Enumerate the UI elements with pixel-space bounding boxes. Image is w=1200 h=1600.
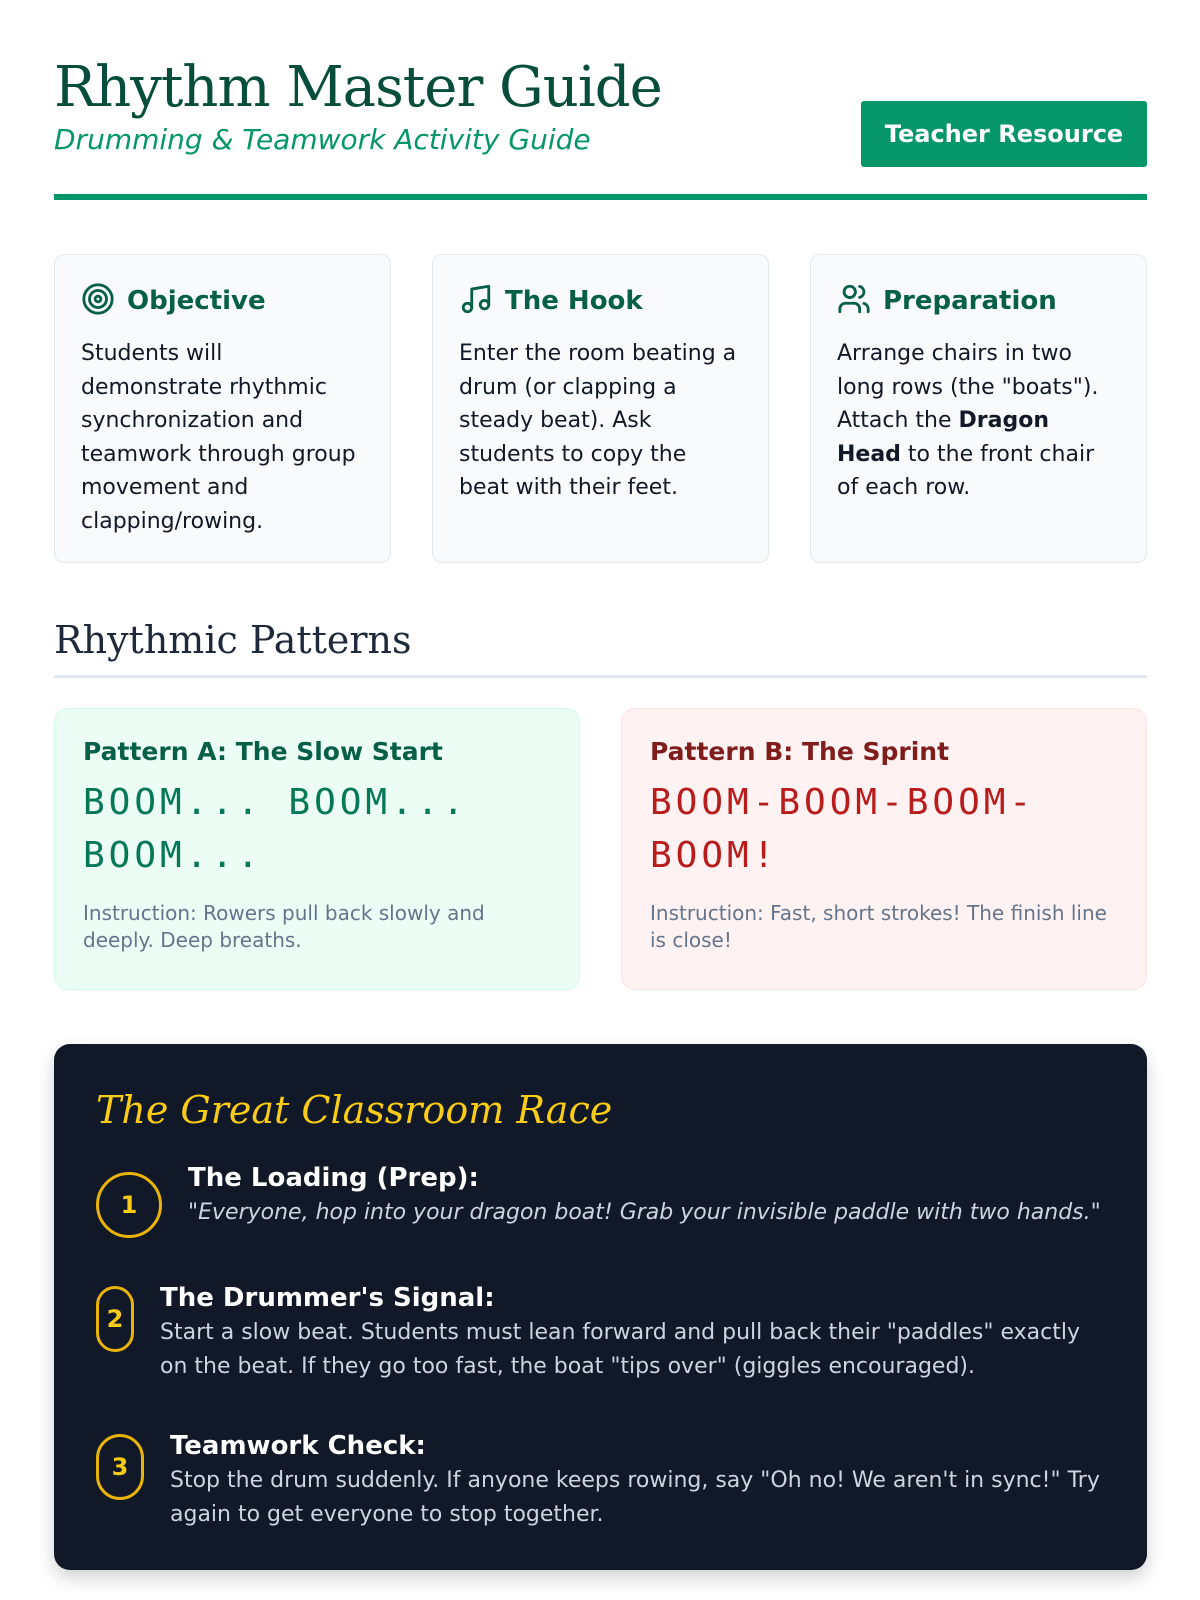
card-title: The Hook	[505, 286, 643, 316]
page-subtitle: Drumming & Teamwork Activity Guide	[54, 123, 591, 156]
music-note-icon	[459, 282, 493, 320]
step-content	[160, 1280, 1105, 1384]
race-step	[96, 1160, 1105, 1238]
pattern-beat: BOOM... BOOM... BOOM...	[83, 782, 469, 876]
pattern-title: Pattern A: The Slow Start	[83, 737, 443, 766]
target-icon	[81, 282, 115, 320]
step-text: Start a slow beat. Students must lean forward and pull back their "paddles" exactly on the beat. If they go too fast, the boat "tips over" (giggles encouraged).	[160, 1320, 1081, 1379]
step-content	[170, 1428, 1105, 1532]
info-cards	[54, 254, 1147, 563]
step-title: The Loading (Prep):	[188, 1163, 479, 1193]
step-content	[188, 1160, 1101, 1230]
pattern-beat: BOOM-BOOM-BOOM-BOOM!	[650, 782, 1036, 876]
section-divider	[54, 675, 1147, 678]
step-number-badge: 1	[96, 1172, 162, 1238]
race-step	[96, 1428, 1105, 1532]
card-body: Enter the room beating a drum (or clapping a steady beat). Ask students to copy the beat with their feet.	[459, 341, 737, 500]
pattern-card-b	[621, 708, 1147, 990]
section-title: Rhythmic Patterns	[54, 618, 412, 662]
users-icon	[837, 282, 871, 320]
step-number-badge: 3	[96, 1434, 144, 1500]
card-body	[837, 337, 1120, 505]
hook-card	[432, 254, 769, 563]
card-header	[459, 283, 742, 319]
page-header	[54, 52, 1147, 200]
objective-card	[54, 254, 391, 563]
rhythmic-patterns	[54, 708, 1147, 990]
card-header	[81, 283, 364, 319]
card-header	[837, 283, 1120, 319]
card-body-text: to the front chair of each row.	[837, 441, 1095, 500]
step-title: The Drummer's Signal:	[160, 1283, 495, 1313]
dragon-head-highlight: Dragon Head	[837, 408, 1050, 467]
step-number-badge: 2	[96, 1286, 134, 1352]
header-divider	[54, 194, 1147, 200]
pattern-instruction: Instruction: Rowers pull back slowly and deeply. Deep breaths.	[83, 901, 485, 952]
step-text: "Everyone, hop into your dragon boat! Grab your invisible paddle with two hands."	[188, 1200, 1101, 1225]
step-title: Teamwork Check:	[170, 1431, 426, 1461]
race-step	[96, 1280, 1105, 1384]
preparation-card	[810, 254, 1147, 563]
card-title: Objective	[127, 286, 266, 316]
pattern-card-a	[54, 708, 580, 990]
race-panel	[54, 1044, 1147, 1570]
pattern-title: Pattern B: The Sprint	[650, 737, 950, 766]
card-body-text: Arrange chairs in two long rows (the "boats"). Attach the	[837, 341, 1099, 433]
card-title: Preparation	[883, 286, 1057, 316]
card-body: Students will demonstrate rhythmic synchronization and teamwork through group movement and clapping/rowing.	[81, 341, 356, 534]
page-title: Rhythm Master Guide	[54, 55, 662, 120]
teacher-resource-badge: Teacher Resource	[861, 101, 1147, 167]
race-title: The Great Classroom Race	[96, 1088, 613, 1132]
step-text: Stop the drum suddenly. If anyone keeps rowing, say "Oh no! We aren't in sync!" Try again to get everyone to stop together.	[170, 1468, 1100, 1527]
pattern-instruction: Instruction: Fast, short strokes! The finish line is close!	[650, 901, 1107, 952]
